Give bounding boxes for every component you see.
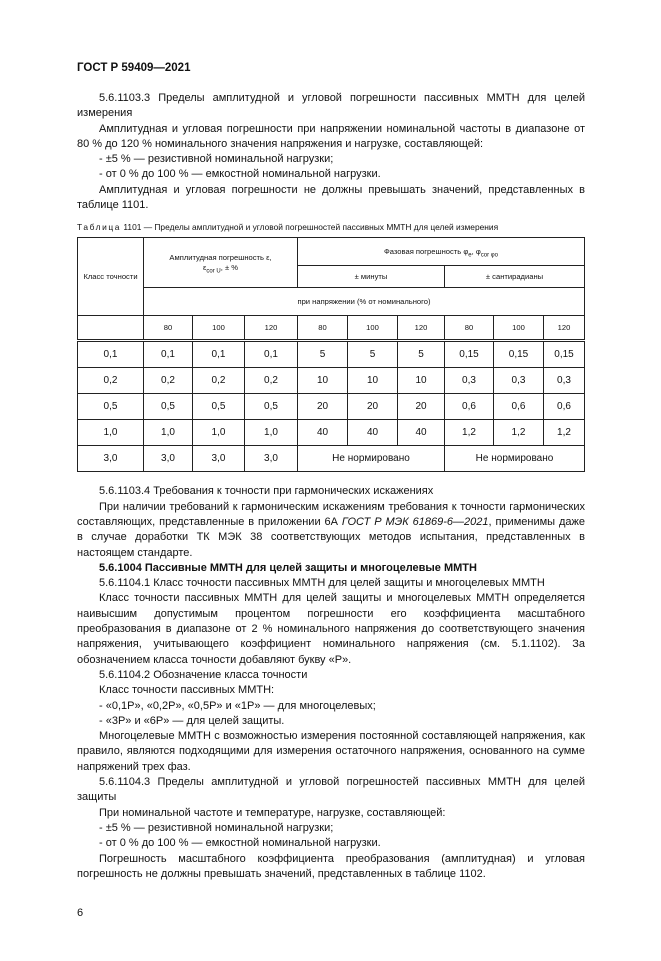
- list-item: - «3P» и «6P» — для целей защиты.: [99, 714, 285, 727]
- amplitude-header: Амплитудная погрешность ε, $\varepsilon_{cor U}$, ± %: [144, 238, 298, 288]
- cell: 0,1: [245, 341, 298, 368]
- cell: Не нормировано: [445, 446, 585, 472]
- section-5-6-1103-3: [77, 91, 585, 213]
- cell: 1,2: [494, 420, 544, 446]
- list-item: - от 0 % до 100 % — емкостной номинальной нагрузки.: [99, 837, 381, 850]
- voltage-header: при напряжении (% от номинального): [144, 288, 585, 316]
- section-title-bold: 5.6.1004 Пассивные ММТН для целей защиты и многоцелевые ММТН: [99, 561, 477, 574]
- minutes-header: ± минуты: [298, 266, 445, 288]
- level-cell: 80: [298, 316, 348, 341]
- cell: 0,2: [245, 368, 298, 394]
- subsection-title: 5.6.1104.2 Обозначение класса точности: [99, 668, 308, 681]
- paragraph: Амплитудная и угловая погрешности при напряжении номинальной частоты в диапазоне от 80 % до 120 % номинального значения напряжения и нагрузке, составляющей:: [77, 122, 585, 150]
- cell: 20: [398, 394, 445, 420]
- caption-prefix: Таблица: [77, 222, 122, 233]
- cell: 0,6: [445, 394, 494, 420]
- table-row: [78, 368, 585, 394]
- table-row: [78, 394, 585, 420]
- table-row: [78, 341, 585, 368]
- cell: 1,0: [245, 420, 298, 446]
- paragraph: Амплитудная и угловая погрешности не должны превышать значений, представленных в таблице 1101.: [77, 183, 585, 212]
- cell: 40: [298, 420, 348, 446]
- level-cell: 100: [494, 316, 544, 341]
- paragraph: Класс точности пассивных ММТН:: [99, 684, 275, 697]
- page-number: 6: [77, 907, 84, 920]
- cell: 0,1: [193, 341, 245, 368]
- cell: 0,1: [78, 341, 144, 368]
- level-cell: 80: [144, 316, 193, 341]
- cell: 20: [348, 394, 398, 420]
- cell: 1,2: [445, 420, 494, 446]
- paragraph: Класс точности пассивных ММТН для целей защиты и многоцелевых ММТН определяется наивысшим допустимым процентом погрешности его коэффициента масштабного преобразования в диапазоне от 2 % номинального напряжения до соответствующего значения напряжения, учитывающего коэффициент номинального напряжения (см. 5.1.1102). За обозначением класса точности добавляют букву «P».: [77, 592, 585, 666]
- paragraph: Погрешность масштабного коэффициента преобразования (амплитудная) и угловая погрешность не должны превышать значений, представленных в таблице 1102.: [77, 852, 585, 880]
- cell: 3,0: [193, 446, 245, 472]
- cell: 0,3: [544, 368, 585, 394]
- cell: 1,2: [544, 420, 585, 446]
- paragraph: При наличии требований к гармоническим искажениям требования к точности гармонических составляющих, представленные в приложении 6А ГОСТ Р МЭК 61869-6—2021, применимы даже в случае доработки ТК МЭК 38 соответствующих методов испытания, представленных в настоящем стандарте.: [77, 500, 585, 559]
- cell: 0,2: [144, 368, 193, 394]
- subsection-title: 5.6.1104.1 Класс точности пассивных ММТН для целей защиты и многоцелевых ММТН: [99, 577, 545, 590]
- caption-text: 1101 — Пределы амплитудной и угловой погрешностей пассивных ММТН для целей измерения: [123, 222, 499, 233]
- cell: 3,0: [144, 446, 193, 472]
- list-item: - ±5 % — резистивной номинальной нагрузки;: [99, 153, 334, 166]
- cell: 40: [348, 420, 398, 446]
- cell: 3,0: [245, 446, 298, 472]
- cell: 1,0: [78, 420, 144, 446]
- cell: 0,15: [544, 341, 585, 368]
- section-5-6-1103-4: [77, 484, 585, 882]
- phase-header: Фазовая погрешность $\varphi_e$, $\varphi_{cor \varphi o}$: [298, 238, 585, 266]
- section-title: 5.6.1103.3 Пределы амплитудной и угловой погрешности пассивных ММТН для целей измерения: [77, 92, 585, 120]
- centiradians-header: ± сантирадианы: [445, 266, 585, 288]
- cell: 0,3: [494, 368, 544, 394]
- level-cell: 120: [245, 316, 298, 341]
- level-cell: 100: [193, 316, 245, 341]
- level-cell: 120: [398, 316, 445, 341]
- cell: 3,0: [78, 446, 144, 472]
- cell: 0,15: [494, 341, 544, 368]
- subsection-title: 5.6.1104.3 Пределы амплитудной и угловой погрешностей пассивных ММТН для целей защиты: [77, 776, 585, 804]
- cell: 0,5: [245, 394, 298, 420]
- level-cell: 80: [445, 316, 494, 341]
- accuracy-table: [77, 237, 585, 472]
- empty-cell: [78, 316, 144, 341]
- cell: 0,2: [78, 368, 144, 394]
- class-header: Класс точности: [78, 238, 144, 316]
- cell: 5: [298, 341, 348, 368]
- cell: 1,0: [193, 420, 245, 446]
- list-item: - ±5 % — резистивной номинальной нагрузки;: [99, 821, 334, 834]
- cell: 0,5: [144, 394, 193, 420]
- cell: 0,3: [445, 368, 494, 394]
- cell: 5: [398, 341, 445, 368]
- list-item: - от 0 % до 100 % — емкостной номинальной нагрузки.: [99, 168, 381, 181]
- list-item: - «0,1P», «0,2P», «0,5P» и «1P» — для многоцелевых;: [99, 699, 376, 712]
- cell: Не нормировано: [298, 446, 445, 472]
- cell: 10: [298, 368, 348, 394]
- cell: 0,15: [445, 341, 494, 368]
- cell: 0,5: [193, 394, 245, 420]
- cell: 10: [398, 368, 445, 394]
- cell: 1,0: [144, 420, 193, 446]
- level-cell: 120: [544, 316, 585, 341]
- paragraph: При номинальной частоте и температуре, нагрузке, составляющей:: [99, 806, 446, 819]
- cell: 0,5: [78, 394, 144, 420]
- standard-reference: ГОСТ Р МЭК 61869-6—2021: [341, 515, 489, 528]
- cell: 10: [348, 368, 398, 394]
- table-row: [78, 446, 585, 472]
- cell: 0,6: [544, 394, 585, 420]
- cell: 0,2: [193, 368, 245, 394]
- document-header: ГОСТ Р 59409—2021: [77, 62, 191, 74]
- paragraph: Многоцелевые ММТН с возможностью измерения постоянной составляющей напряжения, как правило, являются подходящими для измерения остаточного напряжения, основанного на сумме напряжений трех фаз.: [77, 730, 585, 773]
- table-row: [78, 420, 585, 446]
- cell: 0,1: [144, 341, 193, 368]
- cell: 5: [348, 341, 398, 368]
- cell: 40: [398, 420, 445, 446]
- table-caption: [77, 221, 585, 233]
- section-title: 5.6.1103.4 Требования к точности при гармонических искажениях: [99, 485, 434, 498]
- cell: 20: [298, 394, 348, 420]
- level-cell: 100: [348, 316, 398, 341]
- cell: 0,6: [494, 394, 544, 420]
